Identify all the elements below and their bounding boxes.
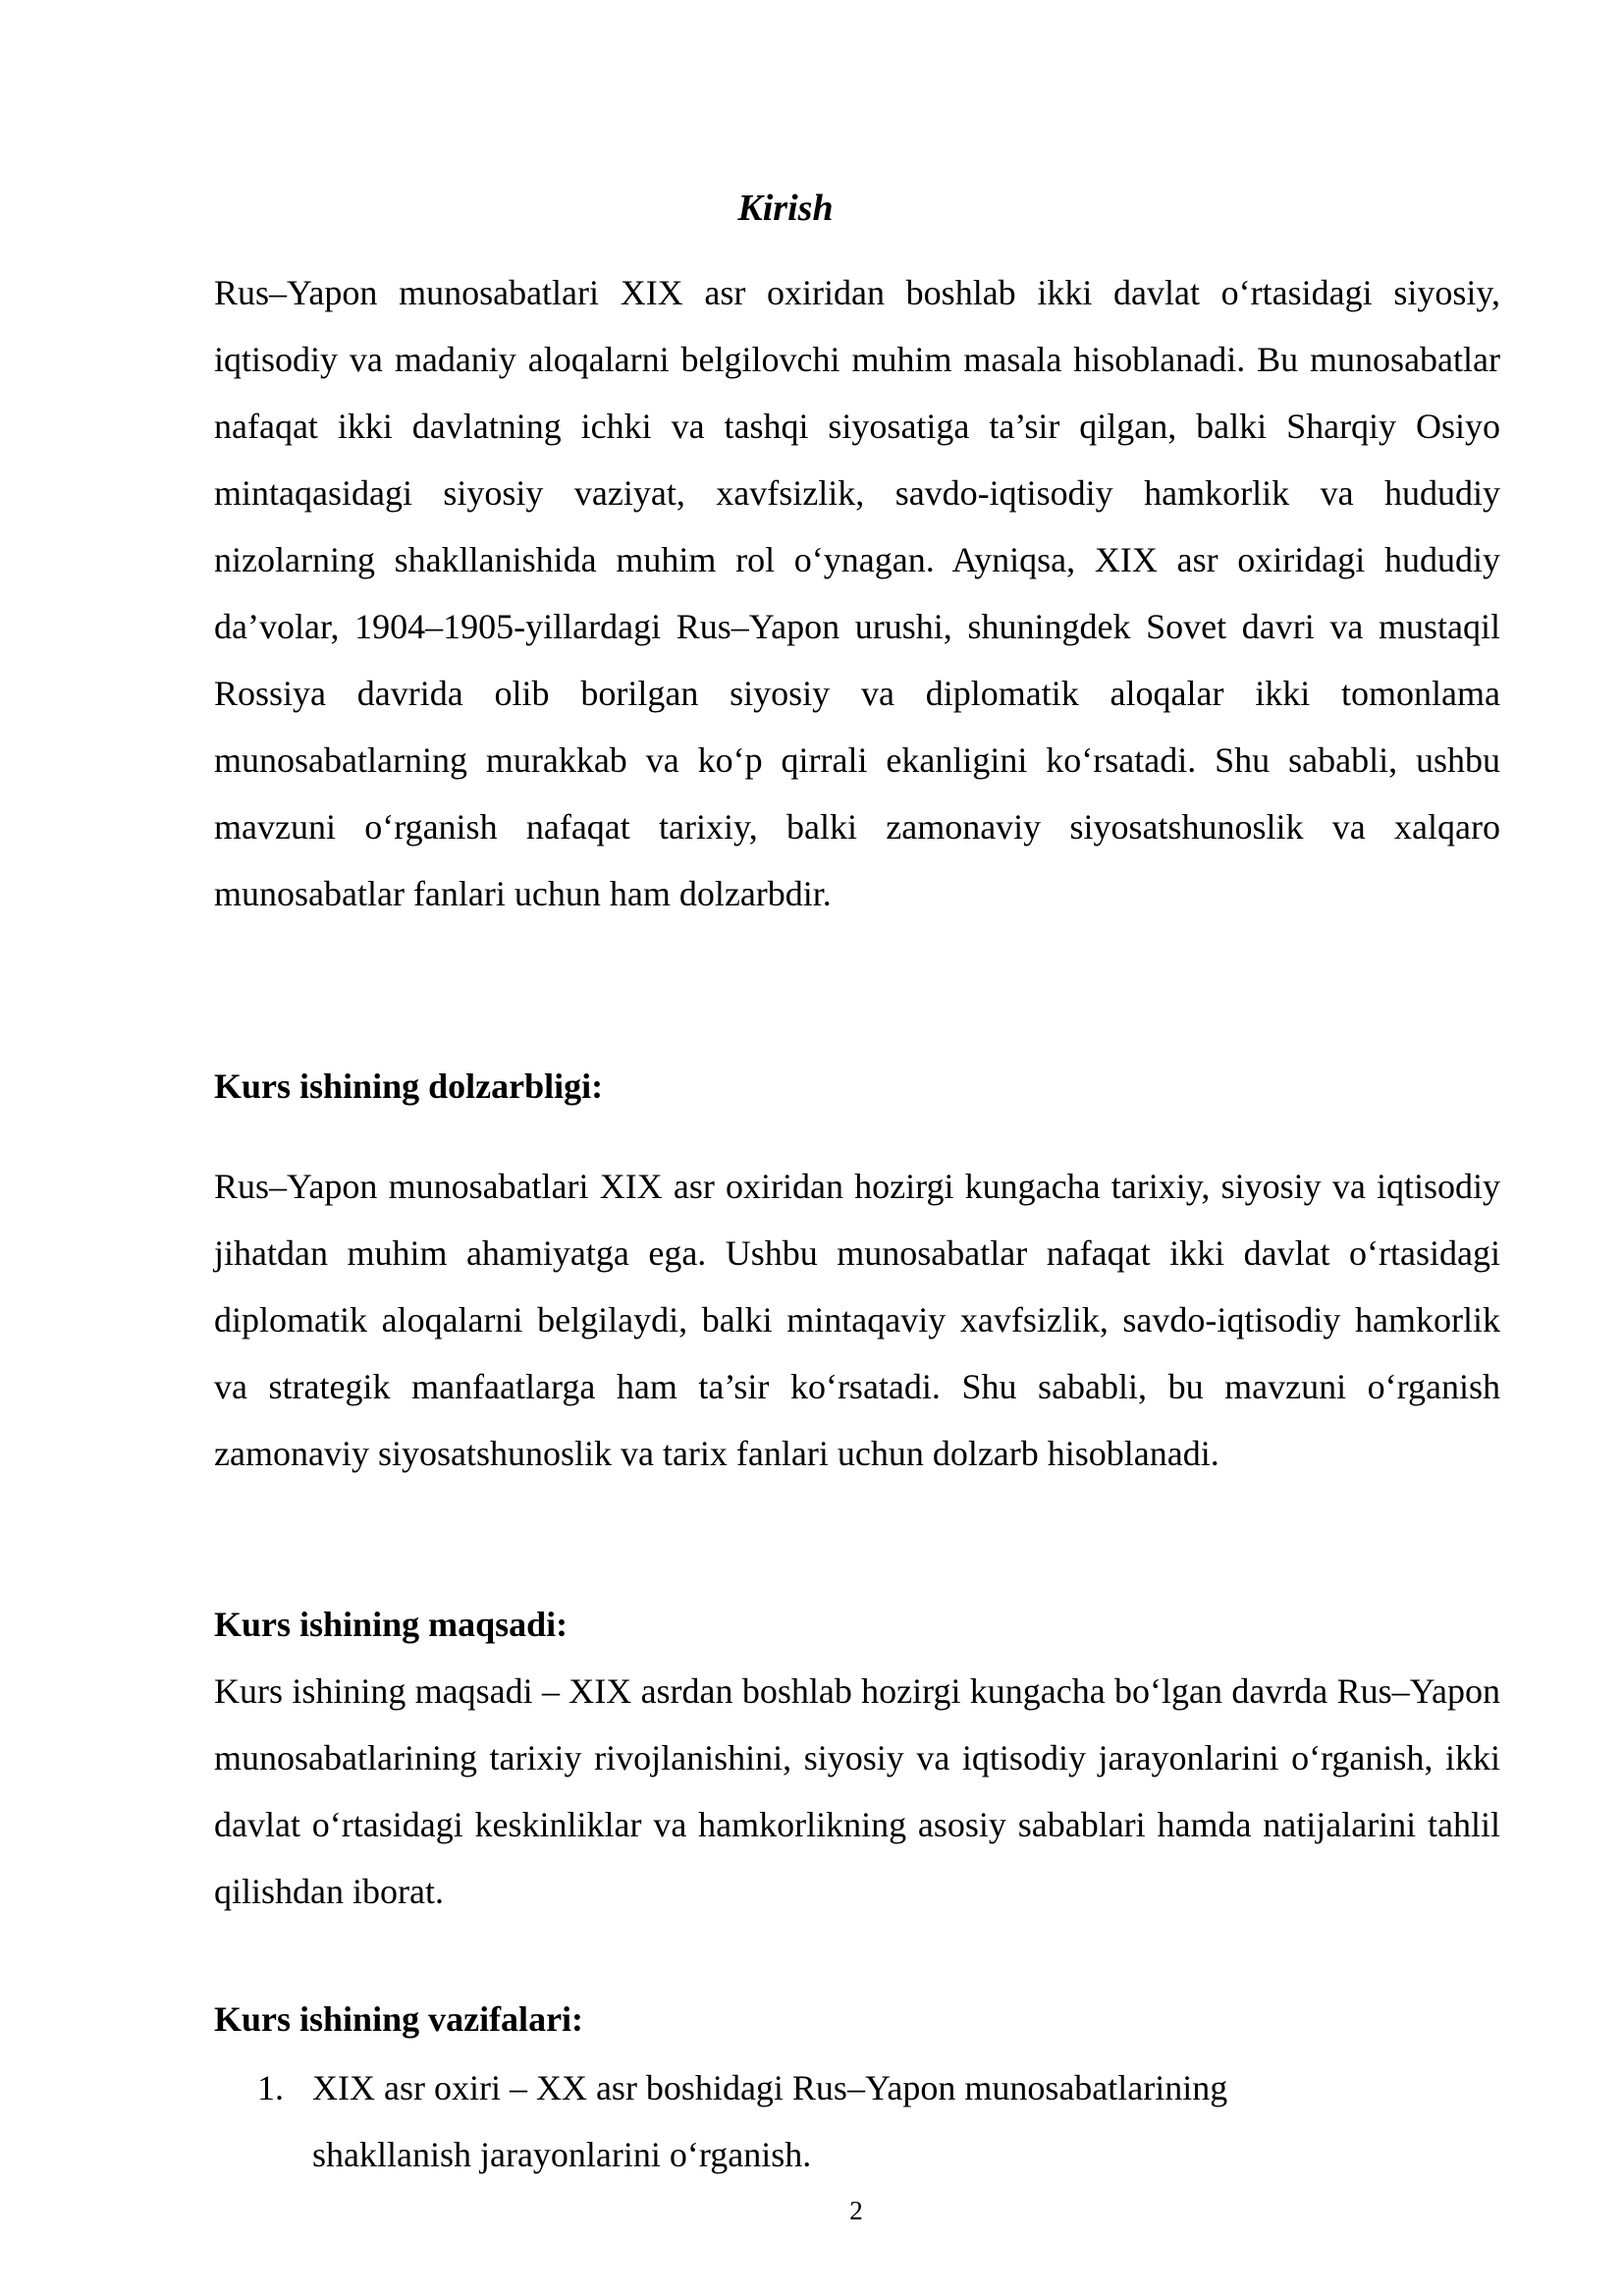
list-item-text: XIX asr oxiri – XX asr boshidagi Rus–Yapon munosabatlarining shakllanish jarayonlarini o‘rganish. bbox=[312, 2068, 1228, 2174]
list-item bbox=[257, 2054, 1386, 2188]
section-heading-vazifalari: Kurs ishining vazifalari: bbox=[214, 1999, 584, 2039]
page-number: 2 bbox=[849, 2196, 863, 2225]
page-title: Kirish bbox=[737, 188, 834, 229]
tasks-list bbox=[257, 2054, 1386, 2188]
section-heading-maqsadi: Kurs ishining maqsadi: bbox=[214, 1605, 568, 1644]
section-text-dolzarbligi: Rus–Yapon munosabatlari XIX asr oxiridan hozirgi kungacha tarixiy, siyosiy va iqtisodiy jihatdan muhim ahamiyatga ega. Ushbu munosabatlar nafaqat ikki davlat o‘rtasidagi diplomatik aloqalarni belgilaydi, balki mintaqaviy xavfsizlik, savdo-iqtisodiy hamkorlik va strategik manfaatlarga ham ta’sir ko‘rsatadi. Shu sababli, bu mavzuni o‘rganish zamonaviy siyosatshunoslik va tarix fanlari uchun dolzarb hisoblanadi. bbox=[214, 1167, 1500, 1473]
intro-paragraph: Rus–Yapon munosabatlari XIX asr oxiridan boshlab ikki davlat o‘rtasidagi siyosiy, iqtisodiy va madaniy aloqalarni belgilovchi muhim masala hisoblanadi. Bu munosabatlar nafaqat ikki davlatning ichki va tashqi siyosatiga ta’sir qilgan, balki Sharqiy Osiyo mintaqasidagi siyosiy vaziyat, xavfsizlik, savdo-iqtisodiy hamkorlik va hududiy nizolarning shakllanishida muhim rol o‘ynagan. Ayniqsa, XIX asr oxiridagi hududiy da’volar, 1904–1905-yillardagi Rus–Yapon urushi, shuningdek Sovet davri va mustaqil Rossiya davrida olib borilgan siyosiy va diplomatik aloqalar ikki tomonlama munosabatlarning murakkab va ko‘p qirrali ekanligini ko‘rsatadi. Shu sababli, ushbu mavzuni o‘rganish nafaqat tarixiy, balki zamonaviy siyosatshunoslik va xalqaro munosabatlar fanlari uchun ham dolzarbdir. bbox=[214, 273, 1500, 913]
section-text-maqsadi: Kurs ishining maqsadi – XIX asrdan boshlab hozirgi kungacha bo‘lgan davrda Rus–Yapon munosabatlarining tarixiy rivojlanishini, siyosiy va iqtisodiy jarayonlarini o‘rganish, ikki davlat o‘rtasidagi keskinliklar va hamkorlikning asosiy sabablari hamda natijalarini tahlil qilishdan iborat. bbox=[214, 1671, 1500, 1911]
section-heading-dolzarbligi: Kurs ishining dolzarbligi: bbox=[214, 1066, 604, 1106]
list-item-number: 1. bbox=[257, 2068, 284, 2107]
